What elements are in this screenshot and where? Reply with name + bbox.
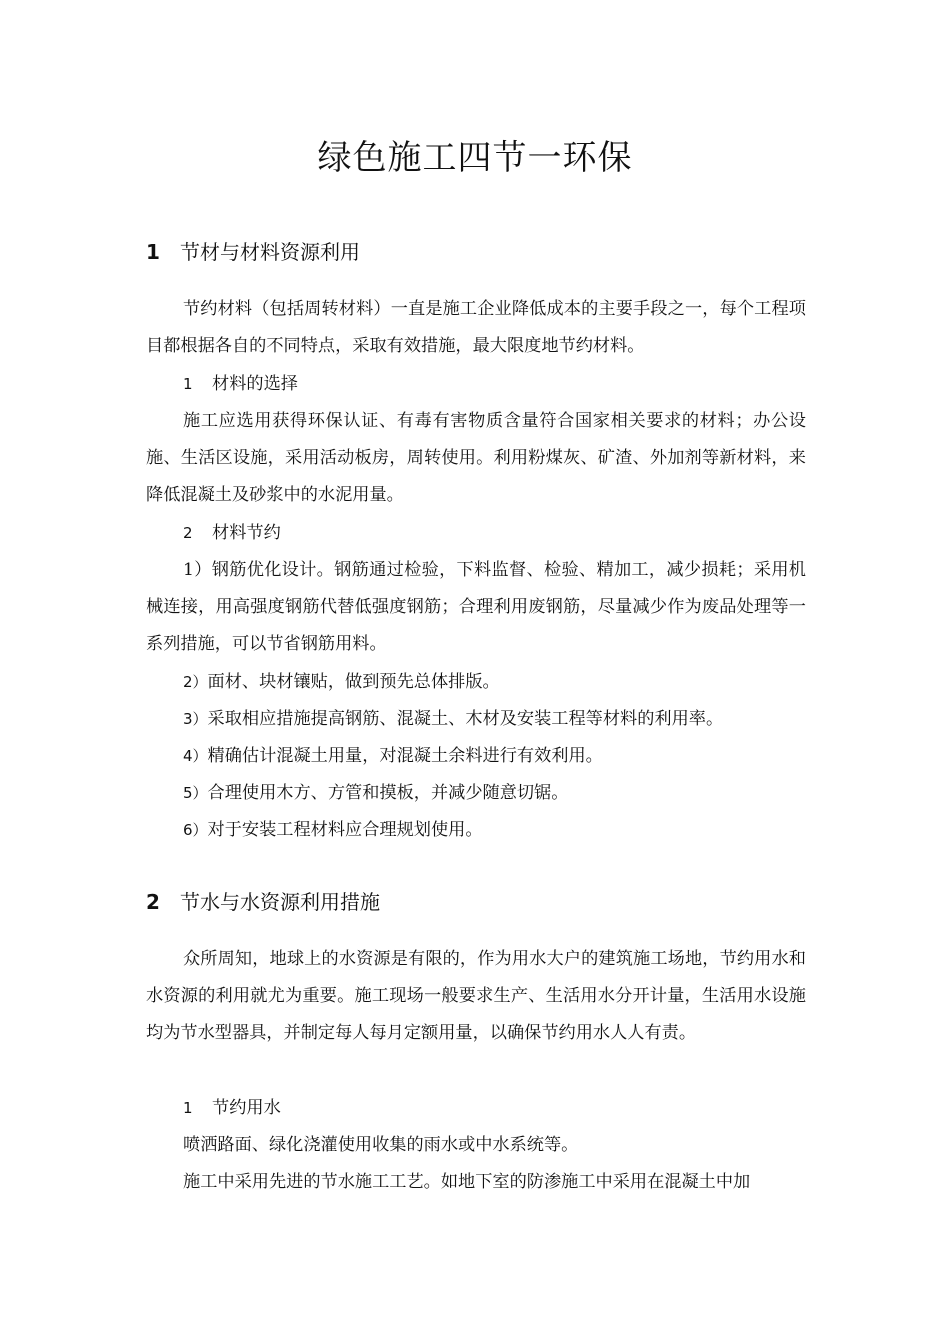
list-item xyxy=(183,664,500,701)
list-item-number: 1） xyxy=(183,560,212,580)
list-item xyxy=(183,812,483,849)
section-intro: 节约材料（包括周转材料）一直是施工企业降低成本的主要手段之一，每个工程项目都根据各自的不同特点，采取有效措施，最大限度地节约材料。 xyxy=(146,299,806,356)
list-item xyxy=(183,738,603,775)
section-number: 2 xyxy=(146,890,160,914)
list-item-number: 6） xyxy=(183,821,208,839)
list-item xyxy=(183,701,723,738)
list-item xyxy=(146,552,806,663)
list-item-text: 合理使用木方、方管和摸板，并减少随意切锯。 xyxy=(207,783,569,803)
section-number: 1 xyxy=(146,240,160,264)
list-item-text: 面材、块材镶贴，做到预先总体排版。 xyxy=(207,672,500,692)
section-heading-1 xyxy=(146,236,360,265)
subheading-number: 1 xyxy=(183,375,193,393)
subheading-title: 材料节约 xyxy=(212,523,281,543)
subheading-material-saving xyxy=(183,515,281,552)
section-intro: 众所周知，地球上的水资源是有限的，作为用水大户的建筑施工场地，节约用水和水资源的利用就尤为重要。施工现场一般要求生产、生活用水分开计量，生活用水设施均为节水型器具，并制定每人每月定额用量，以确保节约用水人人有责。 xyxy=(146,949,806,1043)
list-item-number: 5） xyxy=(183,784,208,802)
document-title: 绿色施工四节一环保 xyxy=(317,138,633,178)
list-item-text: 精确估计混凝土用量，对混凝土余料进行有效利用。 xyxy=(207,746,603,766)
paragraph: 喷洒路面、绿化浇灌使用收集的雨水或中水系统等。 xyxy=(183,1135,579,1155)
subheading-title: 节约用水 xyxy=(212,1098,281,1118)
list-item-text: 对于安装工程材料应合理规划使用。 xyxy=(207,820,483,840)
paragraph-material-selection: 施工应选用获得环保认证、有毒有害物质含量符合国家相关要求的材料；办公设施、生活区设施，采用活动板房，周转使用。利用粉煤灰、矿渣、外加剂等新材料，来降低混凝土及砂浆中的水泥用量。 xyxy=(146,411,806,505)
section-title: 节材与材料资源利用 xyxy=(180,240,360,264)
paragraph: 施工中采用先进的节水施工工艺。如地下室的防渗施工中采用在混凝土中加 xyxy=(183,1172,751,1192)
subheading-title: 材料的选择 xyxy=(212,374,298,394)
subheading-number: 1 xyxy=(183,1099,193,1117)
subheading-water-saving xyxy=(183,1090,281,1127)
list-item xyxy=(183,775,569,812)
list-item-number: 4） xyxy=(183,747,208,765)
list-item-number: 2） xyxy=(183,673,208,691)
subheading-number: 2 xyxy=(183,524,193,542)
list-item-number: 3） xyxy=(183,710,208,728)
list-item-text: 钢筋优化设计。钢筋通过检验，下料监督、检验、精加工，减少损耗；采用机械连接，用高强度钢筋代替低强度钢筋；合理利用废钢筋，尽量减少作为废品处理等一系列措施，可以节省钢筋用料。 xyxy=(146,560,806,654)
subheading-material-selection xyxy=(183,366,298,403)
list-item-text: 采取相应措施提高钢筋、混凝土、木材及安装工程等材料的利用率。 xyxy=(207,709,724,729)
section-heading-2 xyxy=(146,886,380,915)
section-title: 节水与水资源利用措施 xyxy=(180,890,380,914)
